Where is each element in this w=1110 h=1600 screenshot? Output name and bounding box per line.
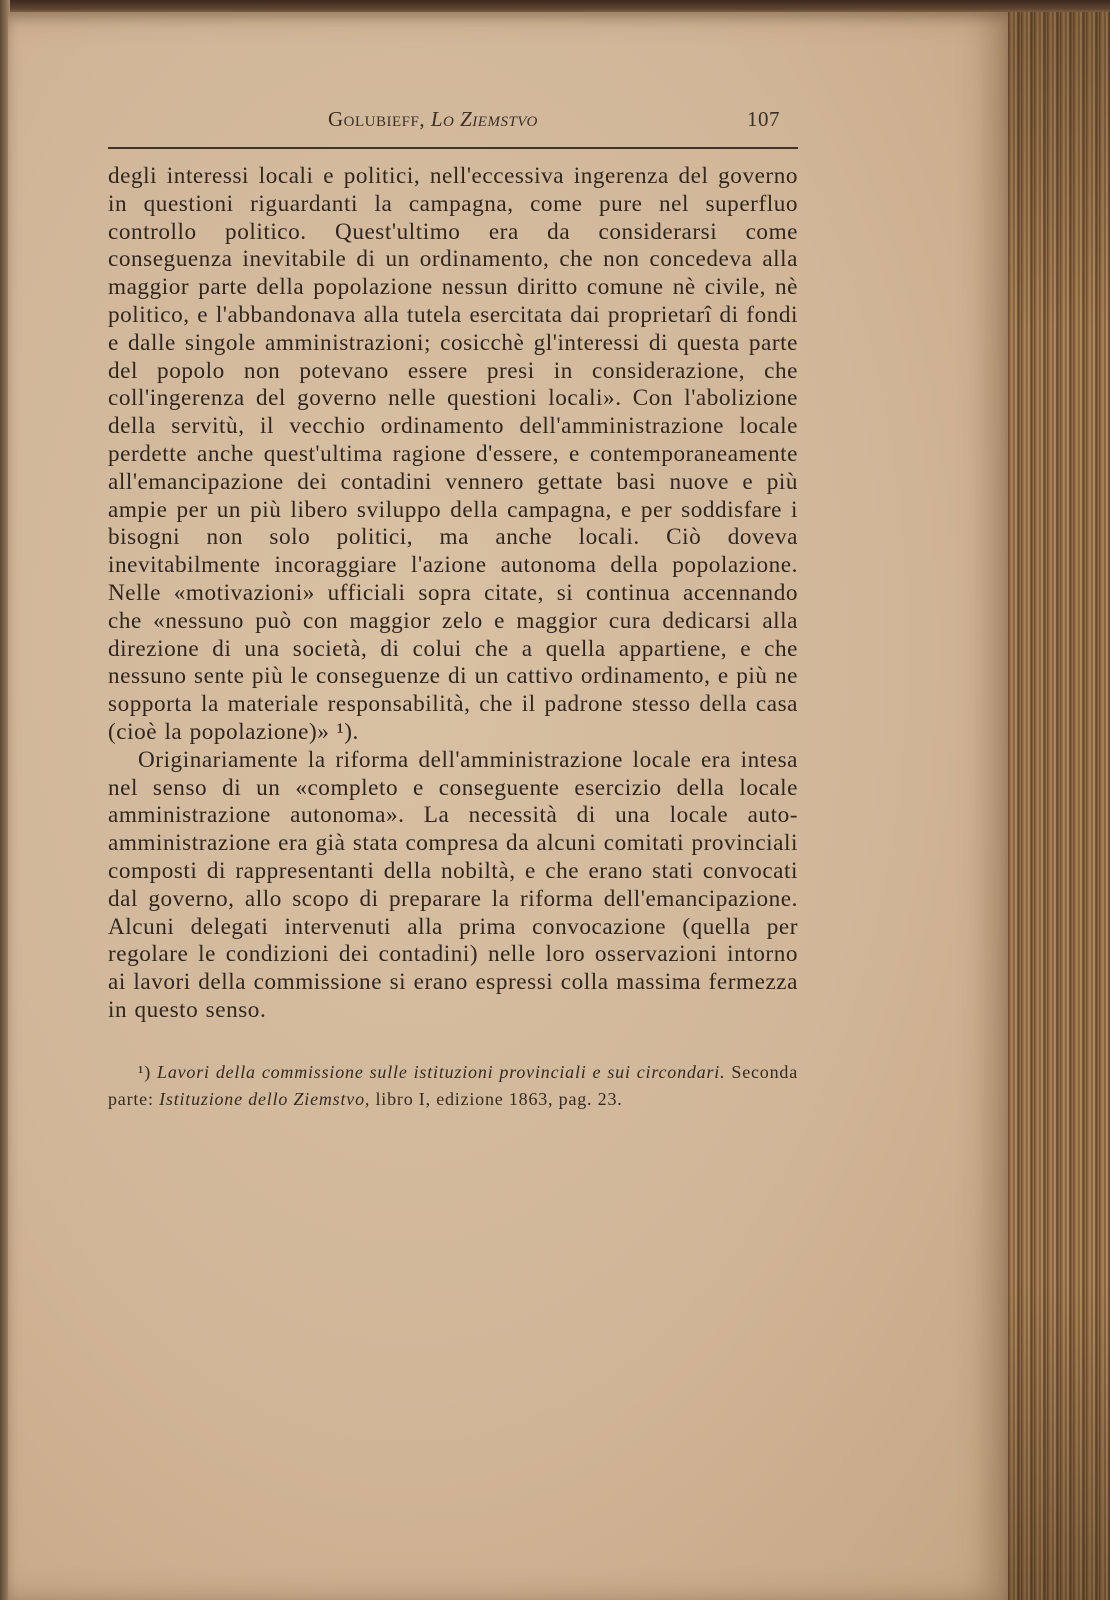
page-text-area xyxy=(108,107,798,1113)
footnote-mark: ¹) xyxy=(138,1061,151,1082)
page-number: 107 xyxy=(747,107,780,131)
running-head xyxy=(108,107,798,137)
paragraph-1: degli interessi locali e politici, nell'eccessiva ingerenza del governo in questioni riguardanti la campagna, come pure nel superfluo controllo politico. Quest'ultimo era da considerarsi come conseguenza inevitabile di un ordinamento, che non concedeva alla maggior parte della popolazione nessun diritto comune nè civile, nè politico, e l'abbandonava alla tutela esercitata dai proprietarî di fondi e dalle singole amministrazioni; cosicchè gl'interessi di questa parte del popolo non potevano essere presi in considerazione, che coll'ingerenza del governo nelle questioni locali». Con l'abolizione della servitù, il vecchio ordinamento dell'amministrazione locale perdette anche quest'ultima ragione d'essere, e contemporaneamente all'emancipazione dei contadini vennero gettate basi nuove e più ampie per un più libero sviluppo della campagna, e per soddisfare i bisogni non solo politici, ma anche locali. Ciò doveva inevitabilmente incoraggiare l'azione autonoma della popolazione. Nelle «motivazioni» ufficiali sopra citate, si continua accennando che «nessuno può con maggior zelo e maggior cura dedicarsi alla direzione di una società, di colui che a quella appartiene, e che nessuno sente più le conseguenze di un cattivo ordinamento, e più ne sopporta la materiale responsabilità, che il padrone stesso della casa (cioè la popolazione)» ¹). xyxy=(108,163,798,745)
book-page xyxy=(8,12,1008,1600)
body-text xyxy=(108,163,798,1025)
running-head-author: Golubieff, xyxy=(328,107,426,131)
footnote-details: libro I, edizione 1863, pag. 23. xyxy=(375,1088,623,1109)
footnote-source-title: Lavori della commissione sulle istituzioni provinciali e sui circondari. xyxy=(157,1061,726,1082)
footnote xyxy=(108,1059,798,1113)
footnote-part-label: Seconda parte: xyxy=(108,1061,798,1109)
header-rule xyxy=(108,147,798,149)
book-fore-edge xyxy=(1008,12,1110,1600)
paragraph-2: Originariamente la riforma dell'amministrazione locale era intesa nel senso di un «completo e conseguente esercizio della locale amministrazione autonoma». La necessità di una locale auto-amministrazione era già stata compresa da alcuni comitati provinciali composti di rappresentanti della nobiltà, e che erano stati convocati dal governo, allo scopo di preparare la riforma dell'emancipazione. Alcuni delegati intervenuti alla prima convocazione (quella per regolare le condizioni dei contadini) nelle loro osservazioni intorno ai lavori della commissione si erano espressi colla massima fermezza in questo senso. xyxy=(108,746,798,1023)
running-head-title: Lo Ziemstvo xyxy=(430,107,538,131)
running-head-author-title xyxy=(328,107,538,132)
footnote-part-title: Istituzione dello Ziemstvo, xyxy=(159,1088,371,1109)
